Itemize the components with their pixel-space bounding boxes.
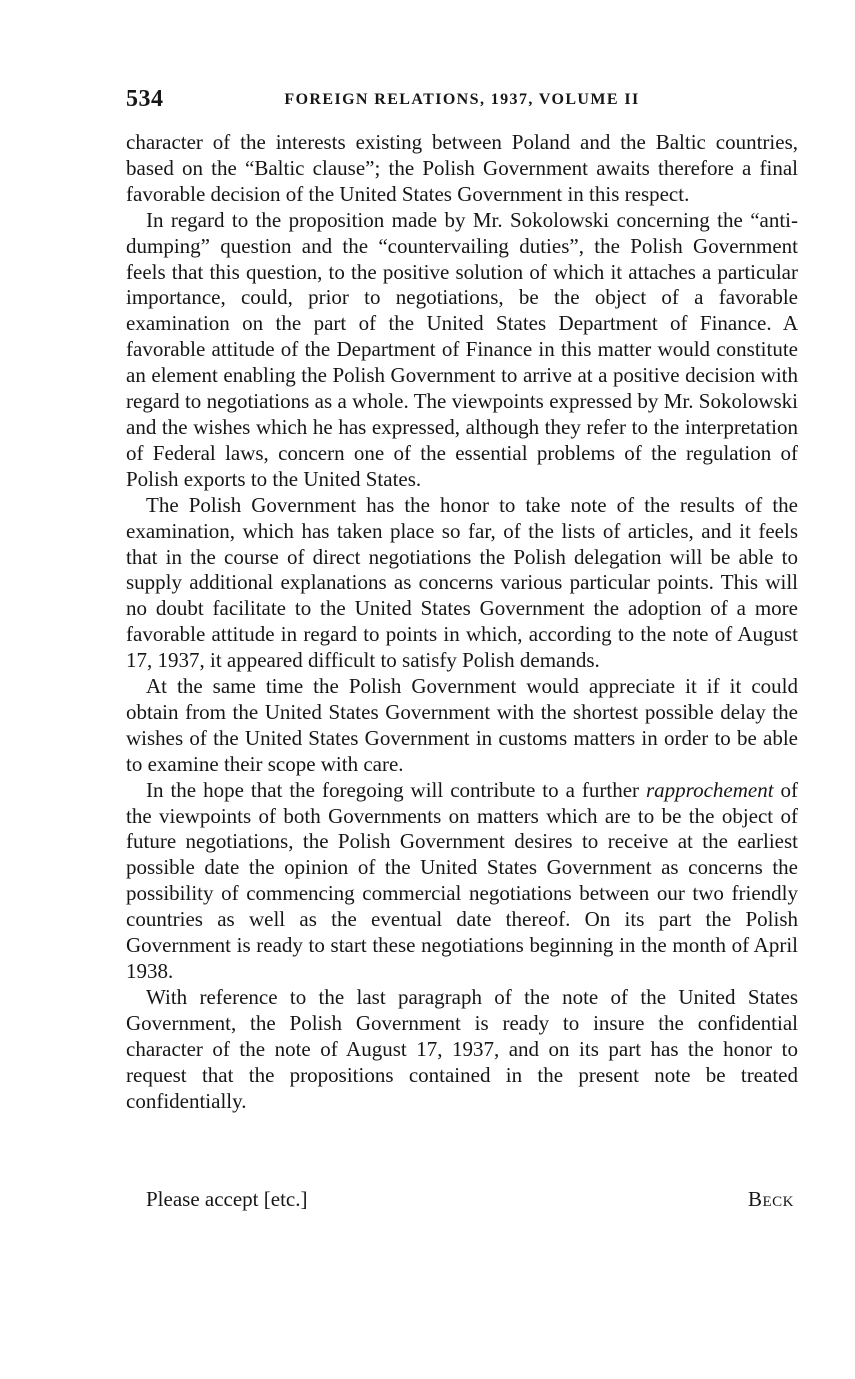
paragraph-2: In regard to the proposition made by Mr. Sokolowski concerning the “anti-dumping” question and the “countervailing duties”, the Polish Government feels that this question, to the positive solution of which it attaches a particular importance, could, prior to negotiations, be the object of a favorable examination on the part of the United States Department of Finance. A favorable attitude of the Department of Finance in this matter would constitute an element enabling the Polish Government to arrive at a positive decision with regard to negotiations as a whole. The viewpoints expressed by Mr. Sokolowski and the wishes which he has expressed, although they refer to the interpretation of Federal laws, concern one of the essential problems of the regulation of Polish exports to the United States.	[126, 207, 798, 491]
paragraph-4: At the same time the Polish Government would appreciate it if it could obtain from the United States Government with the shortest possible delay the wishes of the United States Government in customs matters in order to be able to examine their scope with care.	[126, 674, 798, 776]
signature: Beck	[747, 1187, 794, 1211]
running-head: FOREIGN RELATIONS, 1937, VOLUME II	[284, 91, 640, 108]
paragraph-3: The Polish Government has the honor to take note of the results of the examination, which has taken place so far, of the lists of articles, and it feels that in the course of direct negotiations the Polish delegation will be able to supply additional explanations as concerns various particular points. This will no doubt facilitate to the United States Government the adoption of a more favorable attitude in regard to points in which, according to the note of August 17, 1937, it appeared difficult to satisfy Polish demands.	[126, 492, 798, 673]
complimentary-close: Please accept [etc.]	[146, 1187, 308, 1211]
paragraph-5-emphasis: rapprochement	[646, 777, 774, 802]
paragraph-5-text-before: In the hope that the foregoing will contribute to a further	[146, 777, 646, 802]
paragraph-5	[126, 778, 798, 985]
closing-line	[146, 1186, 796, 1212]
page-number: 534	[126, 86, 164, 112]
paragraph-1: character of the interests existing between Poland and the Baltic countries, based on the “Baltic clause”; the Polish Government awaits therefore a final favorable decision of the United States Government in this respect.	[126, 130, 798, 206]
page-header	[126, 86, 798, 116]
paragraph-5-text-after: of the viewpoints of both Governments on matters which are to be the object of future negotiations, the Polish Government desires to receive at the earliest possible date the opinion of the United States Government as concerns the possibility of commencing commercial negotiations between our two friendly countries as well as the eventual date thereof. On its part the Polish Government is ready to start these negotiations beginning in the month of April 1938.	[126, 777, 798, 983]
paragraph-6: With reference to the last paragraph of the note of the United States Government, the Polish Government is ready to insure the confidential character of the note of August 17, 1937, and on its part has the honor to request that the propositions contained in the present note be treated confidentially.	[126, 984, 798, 1113]
document-body	[126, 130, 798, 1114]
